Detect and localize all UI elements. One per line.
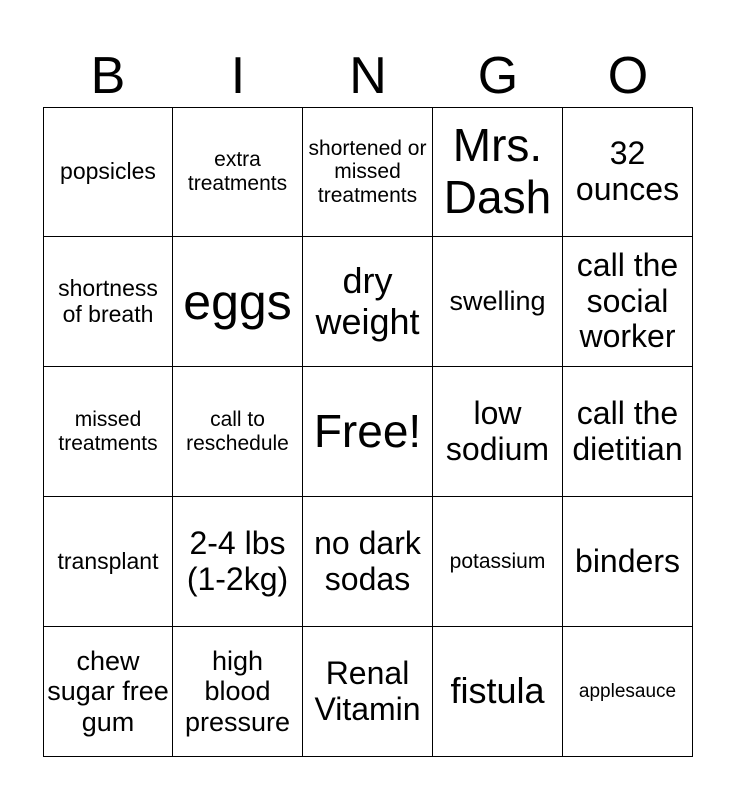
- bingo-cell-label: 2-4 lbs (1-2kg): [186, 524, 289, 597]
- bingo-cell[interactable]: [43, 627, 173, 757]
- bingo-cell-label: call the dietitian: [572, 394, 683, 467]
- header-letter-n: N: [349, 47, 387, 105]
- header-letter-g: G: [477, 47, 519, 105]
- bingo-cell-label: Free!: [313, 404, 422, 457]
- bingo-cell[interactable]: [173, 367, 303, 497]
- bingo-cell[interactable]: [563, 107, 693, 237]
- bingo-cell-label: shortness of breath: [58, 274, 158, 327]
- bingo-cell-label: potassium: [449, 549, 546, 573]
- bingo-cell-label: swelling: [449, 286, 546, 317]
- bingo-cell[interactable]: [173, 237, 303, 367]
- bingo-cell[interactable]: [563, 497, 693, 627]
- bingo-cell-label: shortened or missed treatments: [308, 136, 427, 207]
- bingo-cell-label: Renal Vitamin: [314, 654, 421, 727]
- bingo-cell[interactable]: [563, 627, 693, 757]
- bingo-cell[interactable]: [43, 367, 173, 497]
- bingo-cell-label: missed treatments: [58, 407, 158, 455]
- bingo-cell-label: binders: [575, 542, 680, 579]
- bingo-cell-label: dry weight: [315, 260, 420, 342]
- bingo-cell-label: low sodium: [445, 394, 550, 467]
- bingo-cell[interactable]: [433, 497, 563, 627]
- bingo-cell[interactable]: [433, 627, 563, 757]
- bingo-cell[interactable]: [303, 107, 433, 237]
- header-letter-o: O: [607, 47, 649, 105]
- bingo-cell[interactable]: [563, 367, 693, 497]
- bingo-cell-label: call to reschedule: [186, 407, 289, 455]
- bingo-cell-label: eggs: [183, 273, 292, 330]
- bingo-cell[interactable]: [433, 237, 563, 367]
- bingo-header: [43, 44, 693, 108]
- bingo-cell-label: transplant: [57, 547, 159, 574]
- bingo-cell[interactable]: [303, 497, 433, 627]
- bingo-cell-label: call the social worker: [576, 246, 679, 355]
- bingo-cell[interactable]: [43, 107, 173, 237]
- bingo-cell-label: chew sugar free gum: [47, 646, 169, 737]
- bingo-cell-label: applesauce: [578, 680, 677, 702]
- bingo-cell-label: high blood pressure: [184, 646, 291, 737]
- bingo-cell[interactable]: [563, 237, 693, 367]
- bingo-board: [43, 107, 693, 757]
- header-letter-i: I: [230, 47, 246, 105]
- bingo-cell[interactable]: [303, 367, 433, 497]
- bingo-cell[interactable]: [43, 497, 173, 627]
- header-letter-b: B: [90, 47, 126, 105]
- bingo-cell[interactable]: [433, 367, 563, 497]
- bingo-cell-label: extra treatments: [187, 148, 288, 195]
- bingo-cell-label: fistula: [450, 670, 545, 712]
- bingo-cell[interactable]: [173, 627, 303, 757]
- bingo-cell[interactable]: [303, 627, 433, 757]
- bingo-cell[interactable]: [433, 107, 563, 237]
- bingo-cell-label: popsicles: [60, 158, 156, 185]
- bingo-cell-label: no dark sodas: [314, 524, 421, 597]
- bingo-cell[interactable]: [173, 107, 303, 237]
- bingo-cell[interactable]: [303, 237, 433, 367]
- bingo-cell-label: 32 ounces: [575, 135, 680, 207]
- bingo-cell[interactable]: [43, 237, 173, 367]
- bingo-cell-label: Mrs. Dash: [443, 119, 552, 223]
- bingo-cell[interactable]: [173, 497, 303, 627]
